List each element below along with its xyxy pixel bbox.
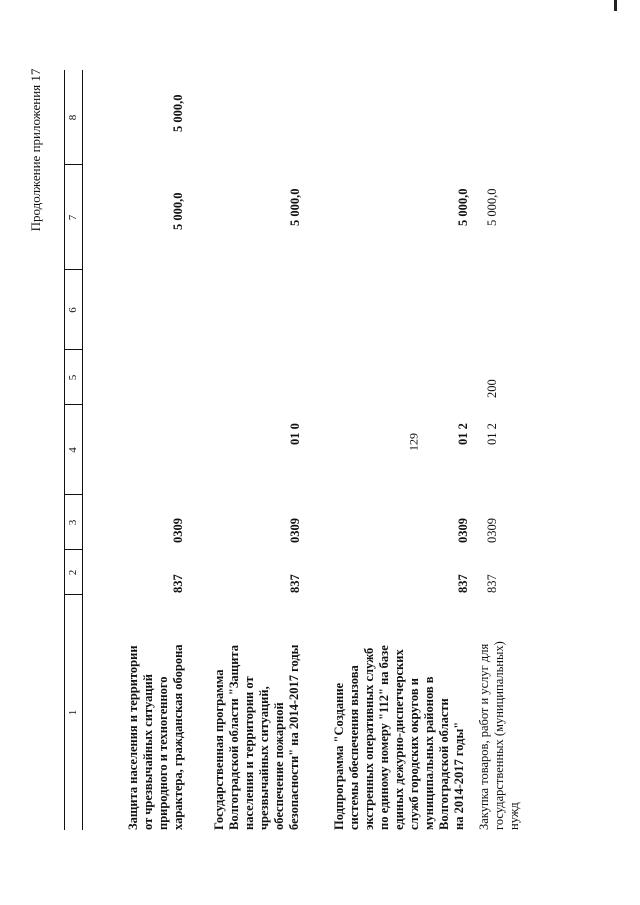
row-4-col-3: 0309 [485, 518, 499, 543]
row-4-description: Закупка товаров, работ и услуг для государственных (муниципальных) нужд [477, 641, 521, 830]
row-4-col-5: 200 [485, 379, 499, 398]
row-3-col-3: 0309 [456, 518, 470, 543]
row-1-col-7: 5 000,0 [171, 192, 185, 230]
row-1-col-3: 0309 [171, 518, 185, 543]
row-3-col-7: 5 000,0 [456, 188, 470, 226]
row-2-col-4: 01 0 [288, 423, 302, 445]
header-col-1: 1 [67, 709, 79, 716]
header-col-2: 2 [67, 569, 79, 576]
row-4-col-4: 01 2 [485, 423, 499, 445]
header-col-5: 5 [67, 374, 79, 381]
header-col-3: 3 [67, 519, 79, 526]
header-col-4: 4 [67, 447, 79, 453]
row-1-col-2: 837 [171, 574, 185, 593]
row-3-col-4: 01 2 [456, 423, 470, 445]
budget-table [64, 70, 624, 830]
header-col-6: 6 [67, 307, 79, 313]
continuation-label: Продолжение приложения 17 [28, 68, 43, 232]
scan-corner-mark [614, 0, 617, 11]
row-3-description: Подпрограмма "Создание системы обеспечения вызова экстренных оперативных служб по единому номеру "112" на базе единых дежурно-диспетчерских служб городских округов и муниципальных районов в Волгоградской области на 2014-2017 годы" [332, 645, 466, 830]
row-2-description: Государственная программа Волгоградской области "Защита населения и территории от чрезвычайных ситуаций, обеспечение пожарной безопасности" на 2014-2017 годы [212, 644, 301, 830]
row-2-col-2: 837 [288, 574, 302, 593]
header-col-7: 7 [67, 214, 79, 221]
page-number: 129 [406, 433, 421, 451]
row-1-col-8: 5 000,0 [171, 94, 185, 132]
table-header-bottom-border [82, 70, 83, 830]
row-4-col-2: 837 [485, 574, 499, 593]
header-col-8: 8 [67, 114, 79, 121]
row-1-description: Защита населения и территории от чрезвычайных ситуаций природного и техногенного характера, гражданская оборона [126, 644, 185, 830]
row-2-col-7: 5 000,0 [288, 188, 302, 226]
row-3-col-2: 837 [456, 574, 470, 593]
row-4-col-7: 5 000,0 [485, 188, 499, 226]
row-2-col-3: 0309 [288, 518, 302, 543]
